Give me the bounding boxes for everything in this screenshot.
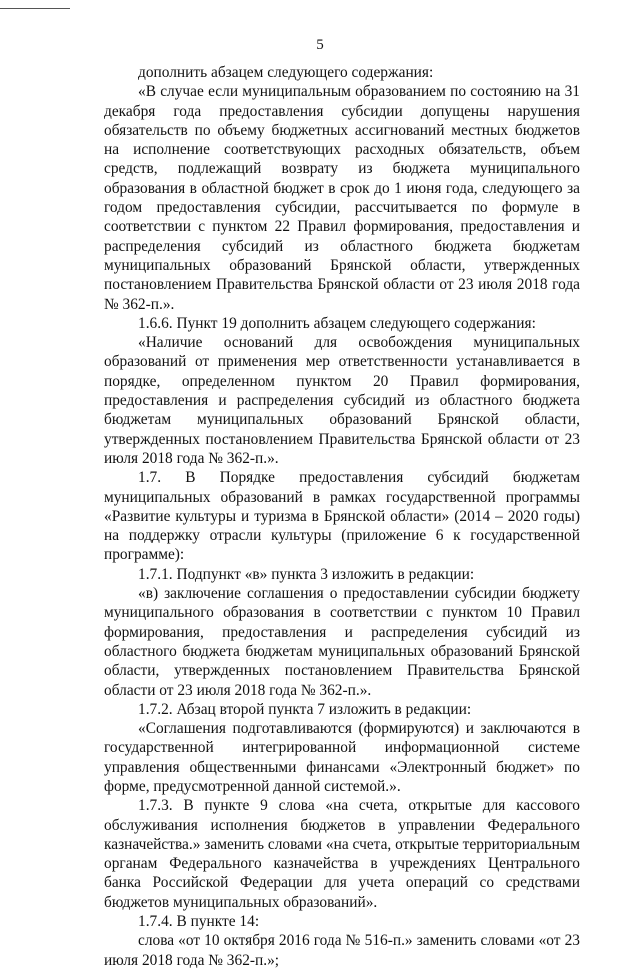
paragraph-item-1-7-2: 1.7.2. Абзац второй пункта 7 изложить в редакции:	[138, 700, 472, 718]
paragraph-item-1-7-3: 1.7.3. В пункте 9 слова «на счета, открытые для кассового обслуживания исполнения бюджетов в управлении Федерального казначейства.» заменить словами «на счета, открытые территориальным органам Федерального казначейства в учреждениях Центрального банка Российской Федерации для учета операций со средствами бюджетов муниципальных образований».	[104, 797, 580, 911]
page-number: 5	[316, 37, 324, 53]
paragraph-item-1-7-4: 1.7.4. В пункте 14:	[138, 913, 260, 931]
paragraph-item-1-6-6: 1.6.6. Пункт 19 дополнить абзацем следующего содержания:	[138, 314, 536, 332]
document-body	[104, 63, 580, 970]
paragraph-intro: дополнить абзацем следующего содержания:	[138, 64, 434, 81]
paragraph-quote-electronic-budget: «Соглашения подготавливаются (формируются) и заключаются в государственной интегрированной информационной системе управления общественными финансами «Электронный бюджет» по форме, предусмотренной данной системой.».	[104, 720, 580, 795]
top-rule	[0, 8, 70, 9]
paragraph-quote-agreement: «в) заключение соглашения о предоставлении субсидии бюджету муниципального образования в соответствии с пунктом 10 Правил формирования, предоставления и распределения субсидий из областного бюджета бюджетам муниципальных образований Брянской области, утвержденных постановлением Правительства Брянской области от 23 июля 2018 года № 362-п.».	[104, 585, 580, 699]
paragraph-item-1-7: 1.7. В Порядке предоставления субсидий бюджетам муниципальных образований в рамках государственной программы «Развитие культуры и туризма в Брянской области» (2014 – 2020 годы) на поддержку отрасли культуры (приложение 6 к государственной программе):	[104, 469, 580, 564]
paragraph-item-1-7-1: 1.7.1. Подпункт «в» пункта 3 изложить в редакции:	[138, 565, 475, 583]
paragraph-quote-exemption: «Наличие оснований для освобождения муниципальных образований от применения мер ответственности устанавливается в порядке, определенном пунктом 20 Правил формирования, предоставления и распределения субсидий из областного бюджета бюджетам муниципальных образований Брянской области, утвержденных постановлением Правительства Брянской области от 23 июля 2018 года № 362-п.».	[104, 334, 580, 467]
paragraph-replace-words: слова «от 10 октября 2016 года № 516-п.» заменить словами «от 23 июля 2018 года № 362-п.»;	[104, 932, 580, 969]
paragraph-quote-violation: «В случае если муниципальным образованием по состоянию на 31 декабря года предоставления субсидии допущены нарушения обязательств по объему бюджетных ассигнований местных бюджетов на исполнение соответствующих расходных обязательств, объем средств, подлежащий возврату из бюджета муниципального образования в областной бюджет в срок до 1 июня года, следующего за годом предоставления субсидии, рассчитывается по формуле в соответствии с пунктом 22 Правил формирования, предоставления и распределения субсидий из областного бюджета бюджетам муниципальных образований Брянской области, утвержденных постановлением Правительства Брянской области от 23 июля 2018 года № 362-п.».	[104, 83, 580, 313]
